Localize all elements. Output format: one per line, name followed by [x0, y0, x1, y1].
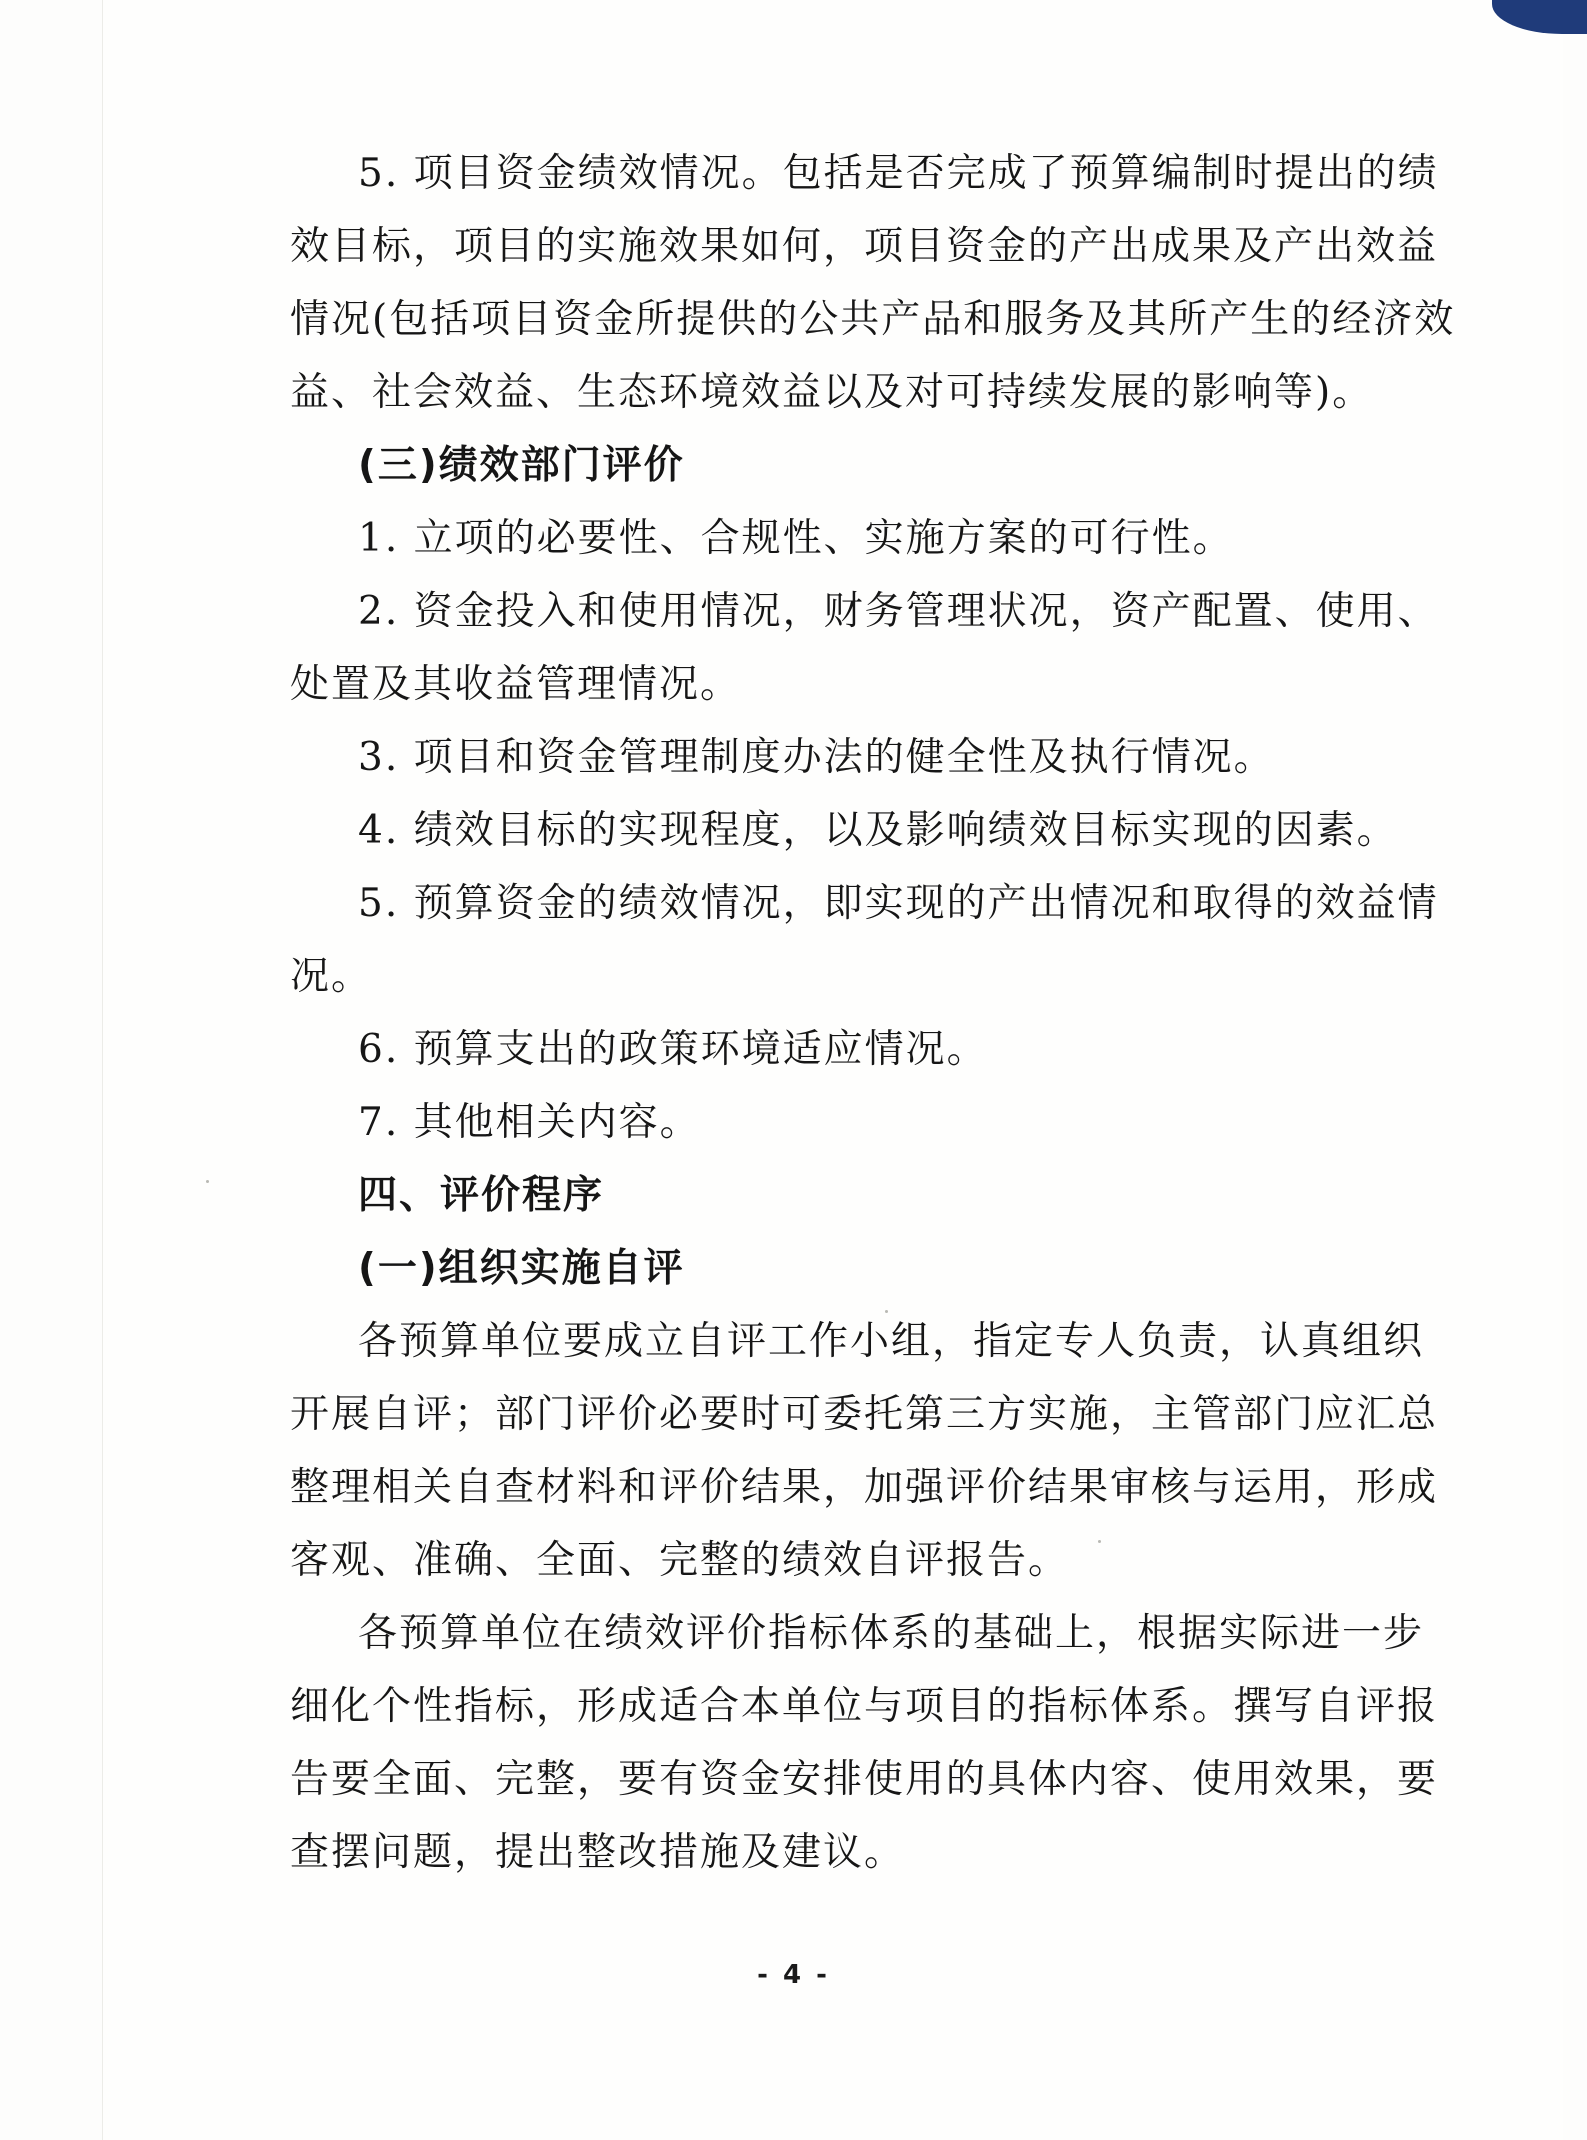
text-line: 5. 项目资金绩效情况。包括是否完成了预算编制时提出的绩	[358, 151, 1439, 196]
text-line: 各预算单位在绩效评价指标体系的基础上，根据实际进一步	[358, 1611, 1425, 1656]
text-line: 细化个性指标，形成适合本单位与项目的指标体系。撰写自评报	[290, 1684, 1439, 1729]
text-line: 5. 预算资金的绩效情况，即实现的产出情况和取得的效益情	[358, 881, 1439, 926]
text-line: 客观、准确、全面、完整的绩效自评报告。	[290, 1538, 1070, 1583]
scan-speck	[206, 1180, 209, 1183]
text-line: 情况(包括项目资金所提供的公共产品和服务及其所产生的经济效	[290, 297, 1456, 342]
text-line: 告要全面、完整，要有资金安排使用的具体内容、使用效果，要	[290, 1757, 1439, 1802]
text-line: 各预算单位要成立自评工作小组，指定专人负责，认真组织	[358, 1319, 1425, 1364]
scan-speck	[1098, 1540, 1101, 1543]
text-line: 7. 其他相关内容。	[358, 1100, 701, 1145]
text-line: 开展自评；部门评价必要时可委托第三方实施，主管部门应汇总	[290, 1392, 1439, 1437]
text-line: 3. 项目和资金管理制度办法的健全性及执行情况。	[358, 735, 1275, 780]
text-line: 效目标，项目的实施效果如何，项目资金的产出成果及产出效益	[290, 224, 1439, 269]
text-line: 益、社会效益、生态环境效益以及对可持续发展的影响等)。	[290, 370, 1374, 415]
text-line: 2. 资金投入和使用情况，财务管理状况，资产配置、使用、	[358, 589, 1439, 634]
text-line: 6. 预算支出的政策环境适应情况。	[358, 1027, 988, 1072]
text-line: 处置及其收益管理情况。	[290, 662, 742, 707]
text-line: 1. 立项的必要性、合规性、实施方案的可行性。	[358, 516, 1234, 561]
scan-speck	[885, 1310, 888, 1313]
chapter-heading: 四、评价程序	[358, 1173, 605, 1218]
text-line: 4. 绩效目标的实现程度，以及影响绩效目标实现的因素。	[358, 808, 1398, 853]
page-number: - 4 -	[757, 1960, 830, 1990]
text-line: 况。	[290, 954, 373, 999]
text-line: 整理相关自查材料和评价结果，加强评价结果审核与运用，形成	[290, 1465, 1439, 1510]
section-heading: (一)组织实施自评	[358, 1246, 685, 1291]
text-line: 查摆问题，提出整改措施及建议。	[290, 1830, 906, 1875]
section-heading: (三)绩效部门评价	[358, 443, 685, 488]
